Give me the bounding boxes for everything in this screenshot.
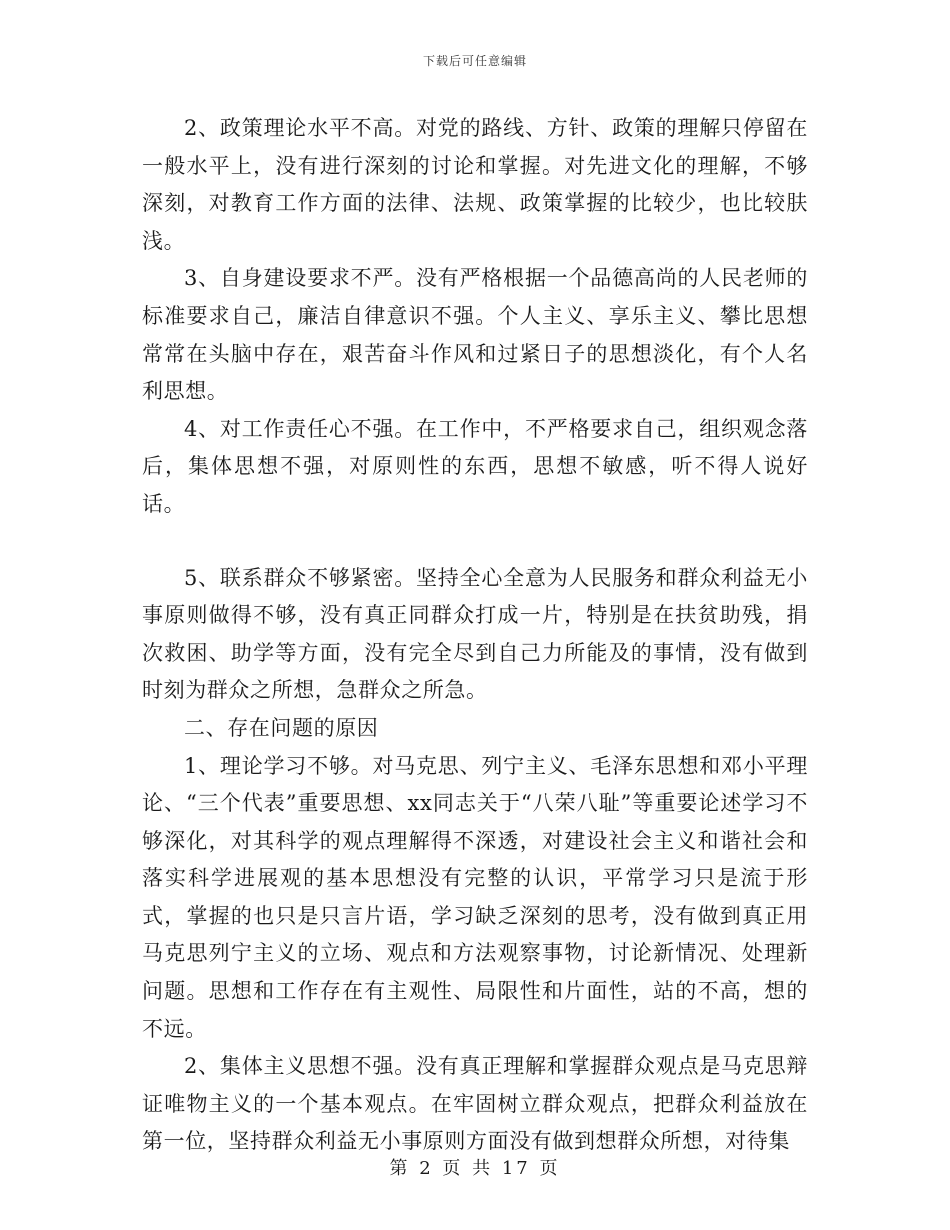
page-header: 下载后可任意编辑 xyxy=(422,54,527,68)
paragraph-policy-theory: 2、政策理论水平不高。对党的路线、方针、政策的理解只停留在一般水平上，没有进行深刻的讨论和掌握。对先进文化的理解，不够深刻，对教育工作方面的法律、法规、政策掌握的比较少，也比较肤浅。 xyxy=(142,116,808,253)
document-body xyxy=(142,110,808,1161)
paragraph-self-discipline: 3、自身建设要求不严。没有严格根据一个品德高尚的人民老师的标准要求自己，廉洁自律意识不强。个人主义、享乐主义、攀比思想常常在头脑中存在，艰苦奋斗作风和过紧日子的思想淡化，有个人名利思想。 xyxy=(142,266,808,404)
paragraph-contact-masses: 5、联系群众不够紧密。坚持全心全意为人民服务和群众利益无小事原则做得不够，没有真正同群众打成一片，特别是在扶贫助残，捐次救困、助学等方面，没有完全尽到自己力所能及的事情，没有做到时刻为群众之所想，急群众之所急。 xyxy=(142,565,808,703)
section-heading-causes: 二、存在问题的原因 xyxy=(184,715,379,740)
paragraph-work-responsibility: 4、对工作责任心不强。在工作中，不严格要求自己，组织观念落后，集体思想不强，对原则性的东西，思想不敏感，听不得人说好话。 xyxy=(142,416,808,516)
paragraph-spacer xyxy=(142,524,808,560)
paragraph-theory-study: 1、理论学习不够。对马克思、列宁主义、毛泽东思想和邓小平理论、“三个代表”重要思想、xx同志关于“八荣八耻”等重要论述学习不够深化，对其科学的观点理解得不深透，对建设社会主义和谐社会和落实科学进展观的基本思想没有完整的认识，平常学习只是流于形式，掌握的也只是只言片语，学习缺乏深刻的思考，没有做到真正用马克思列宁主义的立场、观点和方法观察事物，讨论新情况、处理新问题。思想和工作存在有主观性、局限性和片面性，站的不高，想的不远。 xyxy=(142,753,808,1041)
page-number-footer: 第 2 页 共 17 页 xyxy=(389,1158,561,1179)
paragraph-collectivism: 2、集体主义思想不强。没有真正理解和掌握群众观点是马克思辩证唯物主义的一个基本观点。在牢固树立群众观点，把群众利益放在第一位，坚持群众利益无小事原则方面没有做到想群众所想，对待集 xyxy=(142,1054,808,1154)
